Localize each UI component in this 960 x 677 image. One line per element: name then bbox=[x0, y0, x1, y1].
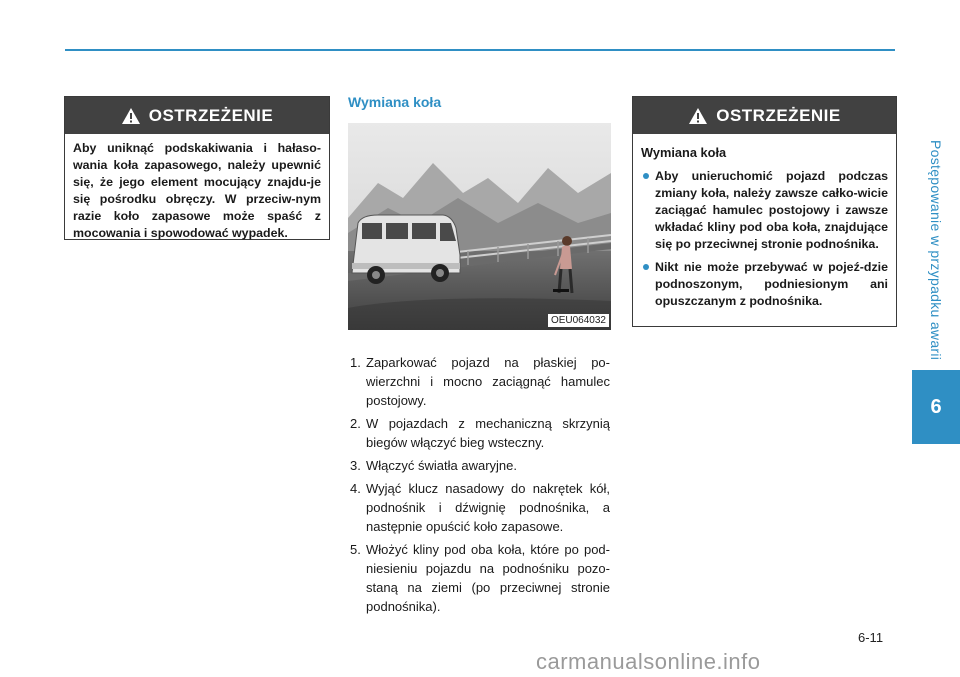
image-code-label: OEU064032 bbox=[548, 314, 609, 327]
procedure-step: 1. Zaparkować pojazd na płaskiej po-wierzchni i mocno zaciągnąć hamulec postojowy. bbox=[350, 355, 610, 408]
warning-box-wheel-change bbox=[632, 96, 897, 327]
page-number: 6-11 bbox=[858, 630, 884, 645]
top-rule bbox=[65, 49, 895, 51]
warning-header bbox=[633, 97, 896, 134]
chapter-number-tab[interactable]: 6 bbox=[912, 370, 960, 444]
procedure-step: 5. Włożyć kliny pod oba koła, które po pod-niesieniu pojazdu na podnośniku pozo-staną na ziemi (po przeciwnej stronie podnośnika). bbox=[350, 542, 610, 614]
warning-bullet-list bbox=[641, 168, 888, 310]
warning-triangle-icon bbox=[688, 107, 708, 125]
procedure-step: 2. W pojazdach z mechaniczną skrzynią biegów włączyć bieg wsteczny. bbox=[350, 416, 610, 450]
warning-content bbox=[633, 134, 896, 324]
warning-triangle-icon bbox=[121, 107, 141, 125]
watermark-text: carmanualsonline.info bbox=[536, 649, 761, 674]
section-title: Wymiana koła bbox=[348, 94, 442, 110]
warning-bullet-item: Nikt nie może przebywać w pojeź-dzie podnoszonym, podniesionym ani opuszczanym z podnośnika. bbox=[641, 259, 888, 310]
warning-header bbox=[65, 97, 329, 134]
chapter-side-title: Postępowanie w przypadku awarii bbox=[928, 140, 944, 361]
warning-subtitle: Wymiana koła bbox=[641, 145, 727, 160]
wheel-change-illustration bbox=[348, 123, 611, 330]
warning-box-spare-wheel bbox=[64, 96, 330, 240]
warning-header-label: OSTRZEŻENIE bbox=[716, 105, 841, 125]
procedure-step: 3. Włączyć światła awaryjne. bbox=[350, 458, 517, 473]
procedure-steps-list bbox=[348, 353, 610, 620]
warning-text: Aby uniknąć podskakiwania i hałaso-wania koła zapasowego, należy upewnić się, że jego element mocujący znajdu-je się pośrodku obręczy. W przeciw-nym razie koło zapasowe może spaść z mocowania i spowodować wypadek. bbox=[73, 141, 321, 240]
roadside-scene-image bbox=[348, 123, 611, 330]
procedure-step: 4. Wyjąć klucz nasadowy do nakrętek kół, podnośnik i dźwignię podnośnika, a następnie opuścić koło zapasowe. bbox=[350, 481, 610, 534]
warning-bullet-item: Aby unieruchomić pojazd podczas zmiany koła, należy zawsze całko-wicie zaciągać hamulec postojowy i zawsze wkładać kliny pod oba koła, znajdujące się po przeciwnej stronie podnośnika. bbox=[641, 168, 888, 253]
warning-header-label: OSTRZEŻENIE bbox=[148, 105, 274, 125]
